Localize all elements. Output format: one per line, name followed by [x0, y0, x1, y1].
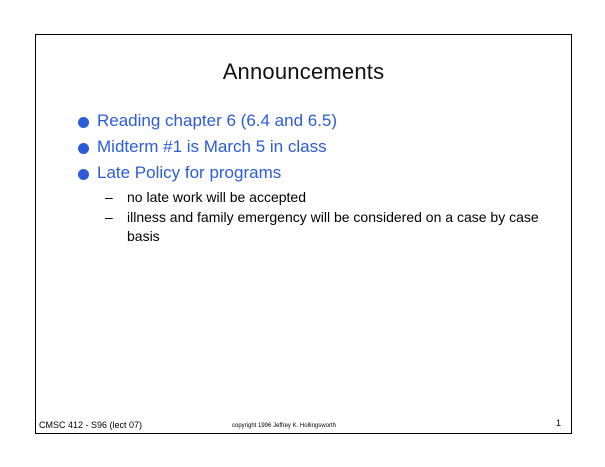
dash-icon: –	[105, 209, 113, 225]
bullet-item	[76, 134, 546, 160]
bullet-text: Late Policy for programs	[97, 163, 282, 182]
bullet-item	[76, 160, 546, 246]
bullet-text: Reading chapter 6 (6.4 and 6.5)	[97, 111, 338, 130]
copyright-footer: copyright 1996 Jeffrey K. Hollingsworth	[232, 423, 336, 429]
subbullet-item	[97, 188, 546, 207]
bullet-item	[76, 108, 546, 134]
subbullet-text: no late work will be accepted	[127, 189, 306, 205]
slide-title: Announcements	[222, 59, 385, 84]
page-number: 1	[555, 418, 561, 428]
bullet-text: Midterm #1 is March 5 in class	[97, 137, 327, 156]
bullet-list	[76, 108, 546, 246]
slide-frame	[35, 34, 572, 434]
subbullet-list	[97, 188, 546, 246]
bullet-dot-icon	[78, 117, 89, 128]
dash-icon: –	[105, 189, 113, 205]
bullet-dot-icon	[78, 143, 89, 154]
course-footer: CMSC 412 - S96 (lect 07)	[39, 420, 143, 430]
bullet-dot-icon	[78, 169, 89, 180]
subbullet-text: illness and family emergency will be considered on a case by case basis	[127, 209, 539, 244]
subbullet-item	[97, 208, 546, 246]
